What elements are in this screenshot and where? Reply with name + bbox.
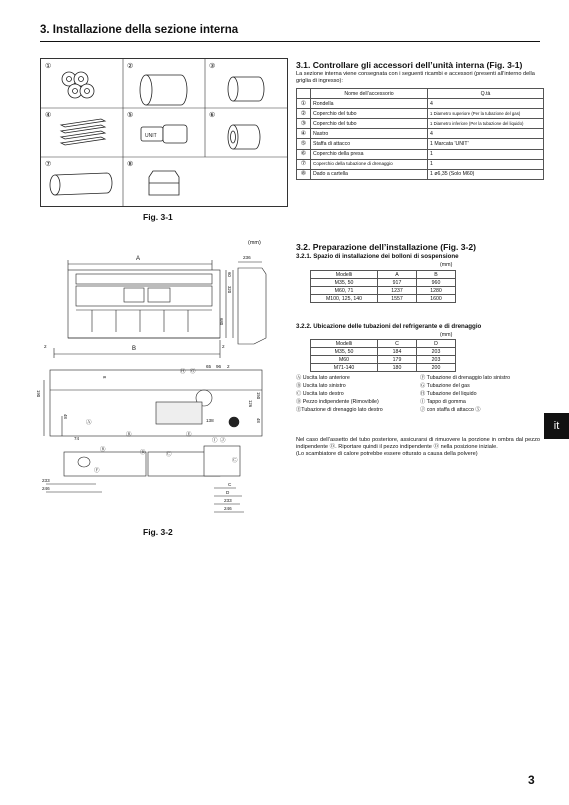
svg-text:UNIT: UNIT (145, 133, 157, 139)
section-3-1-intro: La sezione interna viene consegnata con i seguenti ricambi e accessori (presenti all’interno della griglia di ingresso): (296, 71, 535, 85)
dim-2-right: 2 (222, 344, 225, 349)
fig-3-2-caption: Fig. 3-2 (143, 527, 173, 537)
dim-65: 65 (206, 364, 212, 369)
table-row: Modelli C D (311, 340, 456, 348)
pipe-cover-large-icon (140, 75, 187, 105)
dim-246-right: 246 (224, 506, 232, 511)
accessory-name-header: Nome dell’accessorio (311, 89, 428, 99)
dim-233-left: 233 (42, 478, 50, 483)
callout-A: Ⓐ (86, 420, 92, 426)
dim-2-top: 2 (227, 364, 230, 369)
table-row: M100, 125, 140 1557 1600 (311, 295, 456, 303)
header-rule (40, 41, 540, 42)
callout-I: Ⓘ (212, 438, 218, 444)
dim-126: 126 (248, 400, 253, 408)
washer-icon (62, 72, 94, 98)
dim-8: 8 (102, 376, 107, 379)
fig31-cell-1-number: ① (45, 63, 52, 70)
fig31-cell-7-number: ⑦ (45, 161, 52, 168)
table-row: ⑦ Coperchio della tubazione di drenaggio 1 (297, 159, 544, 169)
fig-3-1-accessory-grid (40, 58, 288, 207)
callout-H: Ⓗ (180, 369, 186, 375)
accessory-table (296, 88, 544, 180)
table-row: M60, 71 1237 1280 (311, 287, 456, 295)
table-row: M35, 50 917 960 (311, 279, 456, 287)
dim-C: C (228, 482, 232, 487)
legend-right: Ⓕ Tubazione di drenaggio lato sinistro Ⓖ Tubazione del gas Ⓗ Tubazione del liquido Ⓘ Tappo di gomma Ⓙ con staffa di attacco ⑤ (420, 375, 511, 414)
table-row: M60 179 203 (311, 356, 456, 364)
dim-60: 60 (227, 272, 232, 277)
dim-236: 236 (243, 255, 251, 260)
dim-D: D (226, 490, 230, 495)
dim-233-right: 233 (224, 498, 232, 503)
dim-B: B (132, 346, 137, 352)
fig31-cell-3-number: ③ (209, 63, 216, 70)
section-3-2-2-title: 3.2.2. Ubicazione delle tubazioni del refrigerante e di drenaggio (296, 323, 482, 330)
legend-left: Ⓐ Uscita lato anteriore Ⓑ Uscita lato sinistro Ⓒ Uscita lato destro Ⓓ Pezzo indipendente (Rimovibile) ⒺTubazione di drenaggio lato destro (296, 375, 383, 414)
fig-3-2-svg (36, 240, 288, 520)
drain-pipe-cover-icon (50, 173, 112, 195)
dim-150: 150 (256, 392, 261, 400)
callout-J: Ⓙ (220, 438, 226, 444)
table-row: M71-140 180 200 (311, 364, 456, 372)
dim-74: 74 (74, 436, 80, 441)
bolt-spacing-table (310, 270, 456, 303)
fig31-cell-5-number: ⑤ (127, 112, 134, 119)
note-paragraph: Nel caso dell’assetto del tubo posteriore, assicurarsi di rimuovere la porzione in ombra dal pezzo indipendente Ⓓ. Riportare quindi il pezzo indipendente Ⓓ nella posizione iniziale. (Lo scambiatore di calore potrebbe essere otturato a causa della polvere) (296, 437, 540, 458)
fig32-unit: (mm) (248, 240, 261, 246)
socket-cover-icon (228, 125, 260, 149)
table-2-unit: (mm) (440, 332, 453, 338)
dim-190: 190 (36, 390, 41, 398)
dim-138: 138 (206, 418, 214, 423)
dim-246-left: 246 (42, 486, 50, 491)
callout-D: Ⓓ (140, 450, 146, 456)
table-row: ⑧ Dado a cartella 1 ø6,35 (Solo M60) (297, 169, 544, 179)
callout-C: Ⓒ (166, 452, 172, 458)
callout-B: Ⓑ (100, 447, 106, 453)
dim-48-right: 48 (256, 418, 261, 423)
table-1-unit: (mm) (440, 262, 453, 268)
table-row: M35, 50 184 203 (311, 348, 456, 356)
callout-C-right: Ⓒ (232, 458, 238, 464)
section-3-1-title: 3.1. Controllare gli accessori dell’unità interna (Fig. 3-1) (296, 60, 523, 70)
section-3-2-title: 3.2. Preparazione dell’installazione (Fig. 3-2) (296, 242, 477, 252)
dim-48-left: 48 (63, 414, 68, 419)
table-row: Modelli A B (311, 271, 456, 279)
fig-3-2-drawing (36, 240, 288, 520)
accessory-qty-header: Q.tà (428, 89, 544, 99)
pipe-cover-small-icon (228, 77, 264, 101)
fig31-cell-2-number: ② (127, 63, 134, 70)
table-row: ④ Nastro 4 (297, 129, 544, 139)
fig31-cell-6-number: ⑥ (209, 112, 216, 119)
callout-E: Ⓔ (186, 432, 192, 438)
table-row: ② Coperchio del tubo 1 Diametro superiore (Per la tubazione del gas) (297, 109, 544, 119)
dim-680: 680 (219, 318, 224, 326)
language-tab: it (544, 413, 569, 439)
table-row: ⑥ Coperchio della presa 1 (297, 149, 544, 159)
section-3-2-1-title: 3.2.1. Spazio di installazione dei bolloni di sospensione (296, 253, 459, 260)
dim-320: 320 (227, 286, 232, 294)
callout-F: Ⓕ (94, 468, 100, 474)
fig-3-1-caption: Fig. 3-1 (143, 212, 173, 222)
fig-3-1-drawing (41, 59, 287, 206)
table-row: ① Rondella 4 (297, 99, 544, 109)
section-title: 3. Installazione della sezione interna (40, 24, 239, 36)
table-row: ⑤ Staffa di attacco 1 Marcata 'UNIT' (297, 139, 544, 149)
callout-B-top: Ⓑ (126, 432, 132, 438)
band-icon (61, 119, 105, 145)
page-number: 3 (528, 773, 535, 787)
fig31-cell-8-number: ⑧ (127, 161, 134, 168)
callout-G: Ⓖ (190, 369, 196, 375)
piping-location-table (310, 339, 456, 372)
accessory-table-header (297, 89, 544, 99)
flare-nut-icon (149, 171, 179, 195)
dim-2-left: 2 (44, 344, 47, 349)
dim-96: 96 (216, 364, 222, 369)
mount-fixture-icon (141, 125, 187, 143)
table-row: ③ Coperchio del tubo 1 Diametro inferiore (Per la tubazione del liquido) (297, 119, 544, 129)
fig31-cell-4-number: ④ (45, 112, 52, 119)
dim-A: A (136, 256, 141, 262)
